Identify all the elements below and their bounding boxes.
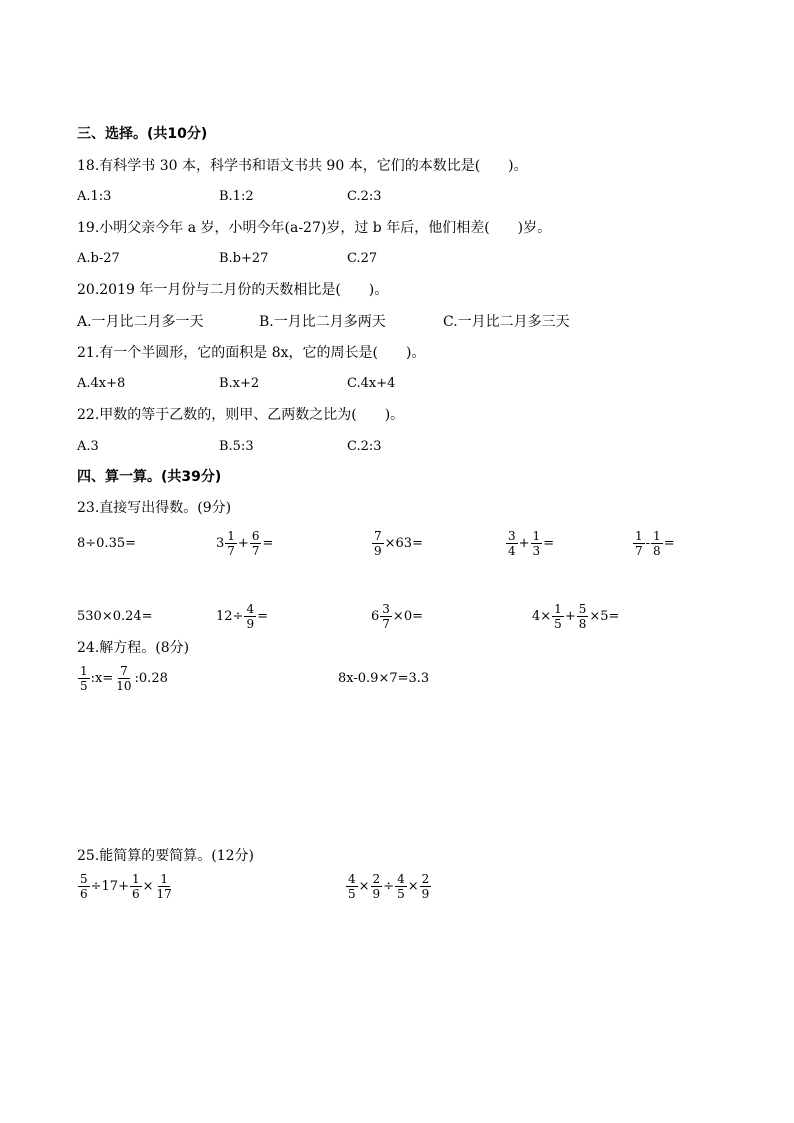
fraction [531, 529, 543, 558]
fraction [78, 872, 90, 901]
q25-expr-1 [77, 866, 175, 906]
denominator: 9 [372, 886, 381, 901]
numerator: 1 [532, 528, 541, 543]
numerator: 1 [653, 528, 661, 543]
equals: = [257, 608, 268, 624]
q18-option-b: B.1:2 [219, 189, 254, 204]
question-22: 22.甲数的等于乙数的，则甲、乙两数之比为( )。 [77, 407, 405, 423]
q23-expr-2 [216, 523, 273, 563]
denominator: 9 [246, 616, 255, 631]
question-25-title: 25.能简算的要简算。(12分) [77, 848, 255, 864]
q24-equation-2 [338, 658, 429, 698]
denominator: 5 [554, 616, 562, 631]
expr-rest: :0.28 [134, 670, 168, 686]
numerator: 5 [80, 871, 88, 886]
whole-number: 3 [216, 535, 225, 551]
operator: + [518, 535, 530, 551]
fraction [346, 872, 358, 901]
q23-expr-8 [371, 596, 423, 636]
numerator: 2 [372, 871, 381, 886]
q21-option-b: B.x+2 [219, 376, 260, 391]
fraction [155, 872, 174, 901]
denominator: 5 [397, 886, 405, 901]
expr-middle: :x= [90, 670, 114, 686]
q20-option-a: A.一月比二月多一天 [77, 314, 204, 330]
fraction [651, 529, 663, 558]
expr-rest: ×63= [384, 535, 423, 551]
numerator: 4 [397, 871, 405, 886]
denominator: 9 [374, 543, 382, 558]
denominator: 10 [116, 678, 132, 693]
expr-prefix: 4× [532, 608, 552, 624]
section-3-title: 三、选择。(共10分) [77, 126, 208, 142]
denominator: 5 [80, 678, 88, 693]
expr-rest: ×0= [392, 608, 423, 624]
fraction [372, 529, 384, 558]
numerator: 3 [382, 601, 390, 616]
q24-equation-2-text: 8x-0.9×7=3.3 [338, 670, 430, 686]
numerator: 7 [120, 663, 128, 678]
q23-expr-6-text: 530×0.24= [77, 608, 153, 624]
equals: = [543, 535, 555, 551]
q23-expr-1-text: 8÷0.35= [77, 535, 137, 551]
q18-option-a: A.1:3 [77, 189, 112, 204]
q24-equation-1 [77, 658, 168, 698]
denominator: 8 [653, 543, 661, 558]
fraction [506, 529, 518, 558]
denominator: 7 [227, 543, 235, 558]
fraction [380, 602, 392, 631]
question-19: 19.小明父亲今年 a 岁，小明今年(a-27)岁，过 b 年后，他们相差( )岁。 [77, 220, 552, 236]
operator: + [237, 535, 249, 551]
q22-option-b: B.5:3 [219, 439, 254, 454]
fraction [577, 602, 589, 631]
fraction [244, 602, 256, 631]
expr-prefix: 12÷ [216, 608, 244, 624]
denominator: 3 [532, 543, 541, 558]
q23-expr-4 [505, 523, 554, 563]
operator: - [645, 535, 651, 551]
numerator: 4 [348, 871, 356, 886]
question-23-title: 23.直接写出得数。(9分) [77, 500, 232, 516]
denominator: 5 [348, 886, 356, 901]
operator: × [407, 878, 419, 894]
numerator: 1 [635, 528, 643, 543]
denominator: 9 [421, 886, 430, 901]
numerator: 5 [578, 601, 587, 616]
q23-expr-5 [632, 523, 675, 563]
numerator: 1 [227, 528, 235, 543]
q23-expr-6 [77, 596, 153, 636]
operator: × [142, 878, 154, 894]
numerator: 6 [251, 528, 260, 543]
denominator: 6 [80, 886, 88, 901]
denominator: 7 [635, 543, 643, 558]
fraction [250, 529, 262, 558]
q21-option-a: A.4x+8 [77, 376, 126, 391]
numerator: 4 [246, 601, 255, 616]
fraction [114, 664, 133, 693]
denominator: 7 [382, 616, 390, 631]
q22-option-a: A.3 [77, 439, 99, 454]
numerator: 1 [554, 601, 562, 616]
q18-option-c: C.2:3 [347, 189, 382, 204]
numerator: 1 [80, 663, 88, 678]
question-21: 21.有一个半圆形，它的面积是 8x，它的周长是( )。 [77, 345, 426, 361]
denominator: 4 [508, 543, 516, 558]
q19-option-a: A.b-27 [77, 251, 120, 266]
operator: + [564, 608, 576, 624]
numerator: 2 [421, 871, 430, 886]
expr-rest: ×5= [589, 608, 620, 624]
fraction [225, 529, 237, 558]
q20-option-c: C.一月比二月多三天 [443, 314, 570, 330]
numerator: 3 [508, 528, 516, 543]
denominator: 7 [251, 543, 260, 558]
q23-expr-1 [77, 523, 136, 563]
q19-option-c: C.27 [347, 251, 378, 266]
numerator: 1 [160, 871, 168, 886]
operator: × [358, 878, 370, 894]
question-18: 18.有科学书 30 本，科学书和语文书共 90 本，它们的本数比是( )。 [77, 158, 528, 174]
denominator: 6 [131, 886, 140, 901]
q21-option-c: C.4x+4 [347, 376, 396, 391]
fraction [552, 602, 564, 631]
whole-number: 6 [371, 608, 380, 624]
expr-middle: ÷17+ [90, 878, 129, 894]
fraction [633, 529, 645, 558]
denominator: 17 [156, 886, 172, 901]
numerator: 7 [374, 528, 382, 543]
q22-option-c: C.2:3 [347, 439, 382, 454]
question-24-title: 24.解方程。(8分) [77, 640, 190, 656]
q23-expr-7 [216, 596, 268, 636]
section-4-title: 四、算一算。(共39分) [77, 469, 222, 485]
denominator: 8 [578, 616, 587, 631]
equals: = [663, 535, 675, 551]
numerator: 1 [131, 871, 140, 886]
operator: ÷ [383, 878, 395, 894]
fraction [78, 664, 90, 693]
question-20: 20.2019 年一月份与二月份的天数相比是( )。 [77, 282, 389, 298]
q20-option-b: B.一月比二月多两天 [259, 314, 386, 330]
fraction [371, 872, 383, 901]
equals: = [262, 535, 274, 551]
q25-expr-2 [345, 866, 432, 906]
q23-expr-3 [371, 523, 423, 563]
fraction [420, 872, 432, 901]
fraction [395, 872, 407, 901]
q19-option-b: B.b+27 [219, 251, 269, 266]
q23-expr-9 [532, 596, 619, 636]
fraction [130, 872, 142, 901]
